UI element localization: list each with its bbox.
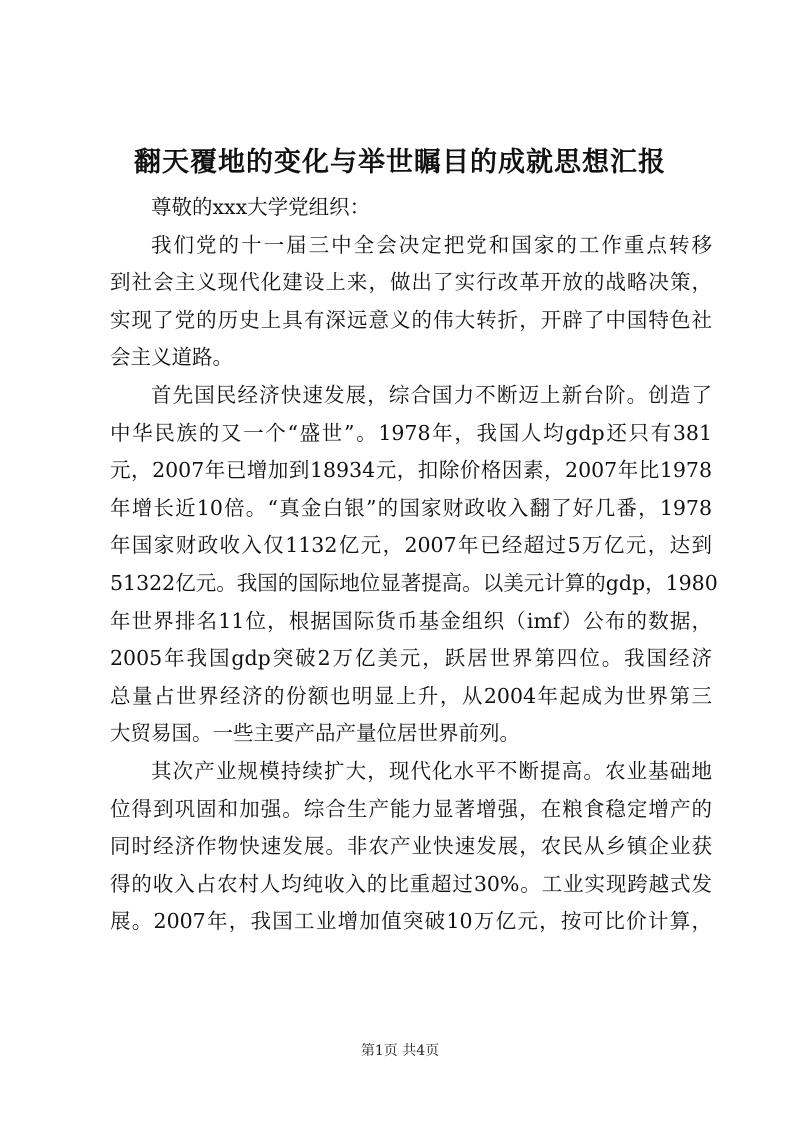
paragraph-line: 位得到巩固和加强。综合生产能力显著增强，在粮食稳定增产的: [110, 796, 712, 821]
paragraph-line: 年增长近10倍。“真金白银”的国家财政收入翻了好几番，1978: [110, 495, 712, 520]
paragraph-line: 总量占世界经济的份额也明显上升，从2004年起成为世界第三: [110, 683, 712, 708]
paragraph-line: 展。2007年，我国工业增加值突破10万亿元，按可比价计算，: [110, 909, 712, 934]
paragraph-line: 年国家财政收入仅1132亿元，2007年已经超过5万亿元，达到: [110, 533, 712, 558]
paragraph-3: [110, 753, 712, 941]
paragraph-1: [110, 227, 712, 377]
paragraph-line: 51322亿元。我国的国际地位显著提高。以美元计算的gdp，1980: [110, 570, 718, 595]
paragraph-line: 其次产业规模持续扩大，现代化水平不断提高。农业基础地: [151, 758, 712, 783]
paragraph-2: [110, 377, 718, 753]
paragraph-line: 中华民族的又一个“盛世”。1978年，我国人均gdp还只有381: [110, 420, 712, 445]
paragraph-line: 同时经济作物快速发展。非农产业快速发展，农民从乡镇企业获: [110, 834, 712, 859]
paragraph-line: 大贸易国。一些主要产品产量位居世界前列。: [110, 721, 520, 746]
document-body: [110, 189, 718, 941]
paragraph-line: 会主义道路。: [110, 345, 233, 370]
paragraph-line: 我们党的十一届三中全会决定把党和国家的工作重点转移: [151, 232, 712, 257]
paragraph-line: 首先国民经济快速发展，综合国力不断迈上新台阶。创造了: [151, 382, 712, 407]
paragraph-line: 得的收入占农村人均纯收入的比重超过30%。工业实现跨越式发: [110, 871, 712, 896]
paragraph-line: 年世界排名11位，根据国际货币基金组织（imf）公布的数据，: [110, 608, 712, 633]
paragraph-line: 实现了党的历史上具有深远意义的伟大转折，开辟了中国特色社: [110, 307, 712, 332]
paragraph-line: 元，2007年已增加到18934元，扣除价格因素，2007年比1978: [110, 458, 712, 483]
page-number: 第1页 共4页: [360, 1043, 440, 1059]
salutation: 尊敬的xxx大学党组织：: [151, 195, 371, 219]
paragraph-line: 2005年我国gdp突破2万亿美元，跃居世界第四位。我国经济: [110, 646, 712, 671]
paragraph-line: 到社会主义现代化建设上来，做出了实行改革开放的战略决策，: [110, 270, 712, 295]
document-title: 翻天覆地的变化与举世瞩目的成就思想汇报: [134, 147, 666, 178]
